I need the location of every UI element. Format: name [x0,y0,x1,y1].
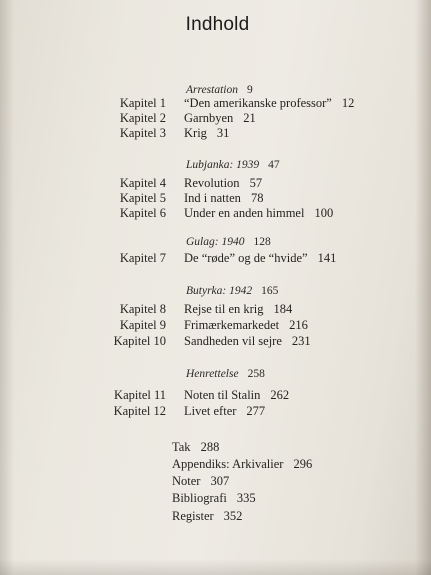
part-title: Butyrka: 1942 [186,285,253,297]
chapter-title: Garnbyen [184,111,234,125]
chapter-title: Ind i natten [184,191,241,205]
chapter-entry [184,318,308,333]
chapter-label: Kapitel 3 [119,126,166,140]
chapter-label: Kapitel 5 [119,191,166,205]
chapter-title: Sandheden vil sejre [184,334,282,348]
chapter-title: Noten til Stalin [184,388,261,402]
toc-row [0,318,431,334]
chapter-label: Kapitel 2 [119,111,166,125]
backmatter-page: 288 [200,440,220,454]
toc-row [0,302,431,318]
chapter-page: 231 [291,334,311,348]
chapter-label: Kapitel 6 [119,206,166,220]
chapter-entry [184,404,265,419]
chapter-label: Kapitel 7 [119,251,166,265]
backmatter-title: Tak [172,440,191,454]
chapter-label: Kapitel 12 [113,404,166,418]
chapter-entry [184,251,336,266]
chapter-entry [184,96,354,111]
toc-row [0,388,431,404]
chapter-page: 277 [246,404,266,418]
part-heading [186,236,271,248]
chapter-entry [184,191,263,206]
chapter-page: 184 [273,302,293,316]
chapter-title: Rejse til en krig [184,302,264,316]
part-title: Arrestation [186,84,238,96]
toc-row [0,126,431,142]
chapter-title: De “røde” og de “hvide” [184,251,308,265]
chapter-entry [184,206,333,221]
chapter-label: Kapitel 9 [119,318,166,332]
part-title: Gulag: 1940 [186,236,245,248]
chapter-page: 57 [249,176,263,190]
part-heading [186,285,278,297]
chapter-page: 21 [243,111,256,125]
toc-row [0,96,431,112]
chapter-title: Krig [184,126,207,140]
backmatter-page: 352 [223,509,243,523]
backmatter-entry [172,457,312,472]
part-heading [186,84,253,96]
backmatter-entry [172,509,242,524]
page-edge-shadow [415,0,431,575]
backmatter-page: 296 [293,457,313,471]
part-heading [186,159,280,171]
backmatter-title: Appendiks: Arkivalier [172,457,284,471]
chapter-entry [184,388,289,403]
page-bottom-shadow [0,559,431,575]
chapter-title: Livet efter [184,404,237,418]
backmatter-page: 307 [210,474,230,488]
chapter-label: Kapitel 4 [119,176,166,190]
part-page: 128 [253,236,271,248]
chapter-page: 78 [250,191,264,205]
part-page: 258 [247,368,265,380]
backmatter-page: 335 [236,491,256,505]
page-gutter-shadow [0,0,14,575]
chapter-entry [184,302,292,317]
chapter-label: Kapitel 8 [119,302,166,316]
chapter-page: 31 [216,126,230,140]
backmatter-entry [172,440,219,455]
toc-row [0,176,431,192]
chapter-title: “Den amerikanske professor” [184,96,332,110]
chapter-entry [184,126,229,141]
part-page: 47 [268,159,280,171]
backmatter-title: Noter [172,474,201,488]
chapter-label: Kapitel 11 [114,388,166,402]
toc-row [0,111,431,127]
part-page: 9 [246,84,253,96]
backmatter-entry [172,491,256,506]
chapter-entry [184,111,256,126]
toc-row [0,206,431,222]
chapter-page: 12 [341,96,355,110]
chapter-page: 141 [317,251,337,265]
chapter-title: Revolution [184,176,240,190]
chapter-page: 216 [289,318,308,332]
part-page: 165 [261,285,279,297]
chapter-title: Frimærkemarkedet [184,318,280,332]
chapter-label: Kapitel 1 [119,96,166,110]
backmatter-title: Bibliografi [172,491,227,505]
part-heading [186,368,265,380]
backmatter-title: Register [172,509,214,523]
chapter-label: Kapitel 10 [113,334,166,348]
toc-row [0,334,431,350]
chapter-entry [184,334,311,349]
toc-row [0,404,431,420]
toc-row [0,191,431,207]
chapter-page: 100 [314,206,334,220]
chapter-entry [184,176,262,191]
part-title: Henrettelse [186,368,239,380]
chapter-title: Under en anden himmel [184,206,305,220]
page-title: Indhold [185,14,250,35]
part-title: Lubjanka: 1939 [186,159,260,171]
chapter-page: 262 [270,388,290,402]
toc-row [0,251,431,267]
backmatter-entry [172,474,229,489]
